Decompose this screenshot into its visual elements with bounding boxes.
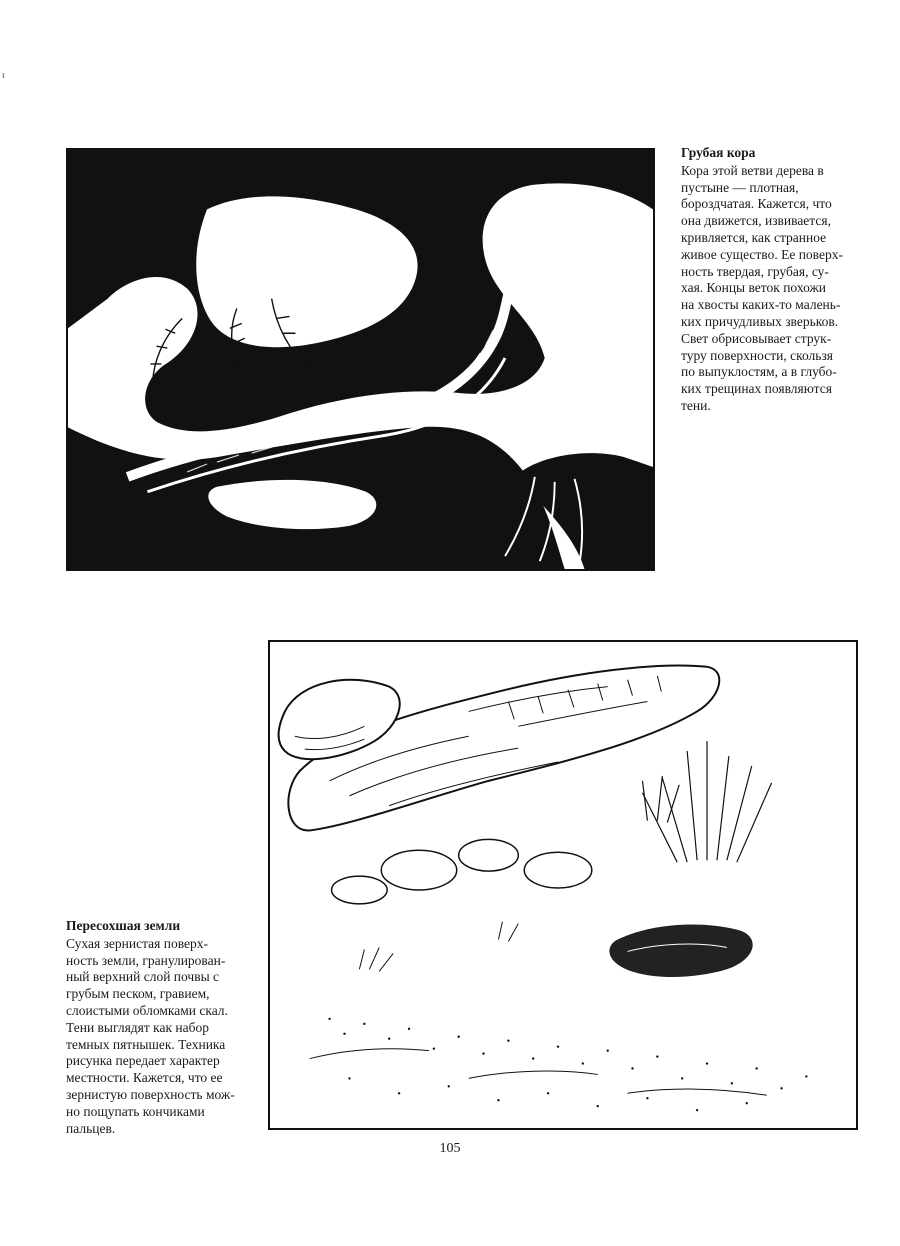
bark-caption-line: на хвосты каких-то малень-: [681, 297, 841, 313]
bark-caption-line: Свет обрисовывает струк-: [681, 330, 832, 346]
dry-ground-drawing: [270, 642, 856, 1128]
bark-caption-line: бороздчатая. Кажется, что: [681, 196, 832, 212]
bark-caption-line: живое существо. Ее поверх-: [681, 246, 843, 262]
scan-mark: ι: [2, 70, 5, 81]
bark-caption-line: Кора этой ветви дерева в: [681, 162, 824, 178]
bark-caption-line: тени.: [681, 397, 711, 413]
soil-caption-line: зернистую поверхность мож-: [66, 1086, 235, 1102]
bark-caption: [681, 145, 881, 415]
bark-caption-line: ность твердая, грубая, су-: [681, 263, 829, 279]
bark-caption-line: ких трещинах появляются: [681, 381, 832, 397]
soil-caption-line: ный верхний слой почвы с: [66, 969, 220, 985]
soil-illustration: [268, 640, 858, 1130]
bark-caption-line: ких причудливых зверьков.: [681, 313, 839, 329]
soil-caption-line: слоистыми обломками скал.: [66, 1002, 228, 1018]
bark-caption-line: хая. Концы веток похожи: [681, 280, 827, 296]
bark-illustration: [66, 148, 655, 571]
bark-caption-line: она движется, извивается,: [681, 213, 831, 229]
tree-branch-drawing: [68, 150, 653, 569]
soil-caption-title: Пересохшая земли: [66, 918, 181, 933]
bark-caption-line: по выпуклостям, а в глубо-: [681, 364, 837, 380]
soil-caption-line: ность земли, гранулирован-: [66, 952, 226, 968]
soil-caption-line: местности. Кажется, что ее: [66, 1070, 223, 1086]
bark-caption-line: пустыне — плотная,: [681, 179, 799, 195]
soil-caption-line: Сухая зернистая поверх-: [66, 935, 208, 951]
soil-caption: [66, 918, 261, 1137]
bark-caption-title: Грубая кора: [681, 145, 756, 160]
soil-caption-line: Тени выглядят как набор: [66, 1019, 210, 1035]
soil-caption-line: грубым песком, гравием,: [66, 986, 210, 1002]
bark-caption-line: кривляется, как странное: [681, 229, 827, 245]
soil-caption-line: рисунка передает характер: [66, 1053, 220, 1069]
bark-caption-line: туру поверхности, скользя: [681, 347, 833, 363]
soil-caption-line: но пощупать кончиками: [66, 1103, 205, 1119]
soil-caption-line: пальцев.: [66, 1120, 116, 1136]
soil-caption-line: темных пятнышек. Техника: [66, 1036, 226, 1052]
page-number: 105: [439, 1141, 461, 1156]
